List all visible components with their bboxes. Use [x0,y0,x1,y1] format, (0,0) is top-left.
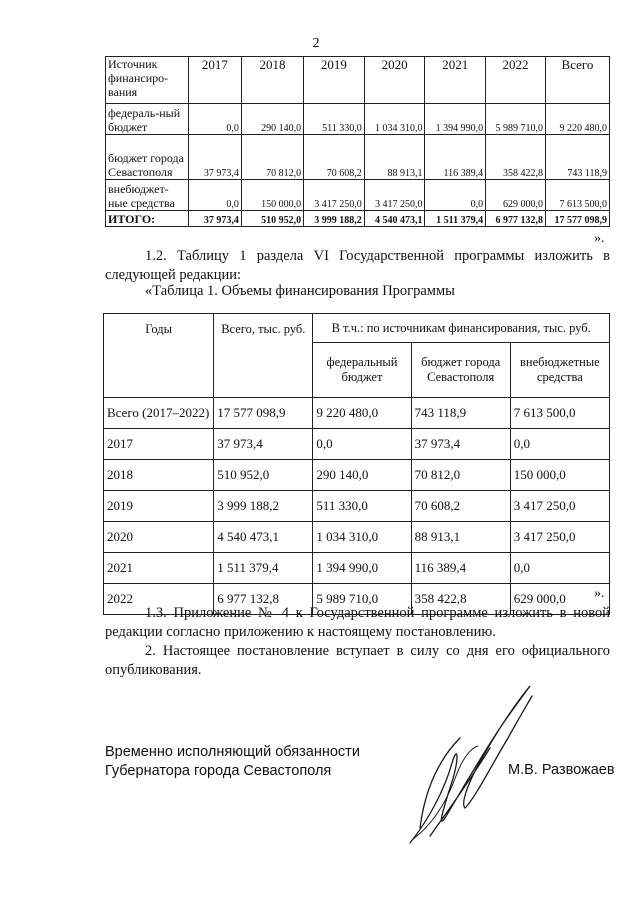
header-total: Всего, тыс. руб. [214,314,313,398]
table-cell: 0,0 [313,429,411,460]
table-cell: 510 952,0 [214,460,313,491]
table-cell: 629 000,0 [510,584,609,615]
table-cell: 5 989 710,0 [486,104,546,135]
table-cell: 37 973,4 [411,429,510,460]
table-cell: 70 812,0 [411,460,510,491]
table-cell: 290 140,0 [313,460,411,491]
table-cell: 1 511 379,4 [425,211,486,227]
table-cell: 1 034 310,0 [364,104,425,135]
table-cell: 511 330,0 [304,104,365,135]
header-cell: Всего [545,57,609,104]
paragraph-1-3: 1.3. Приложение № 4 к Государственной программе изложить в новой редакции согласно приложению к настоящему постановлению. [105,605,610,640]
table-header-row [104,314,610,343]
header-years: Годы [104,314,214,398]
table-cell: 358 422,8 [411,584,510,615]
table-header-row [106,57,610,104]
table-cell: 116 389,4 [411,553,510,584]
table-cell: 3 417 250,0 [510,491,609,522]
header-cell: 2018 [241,57,303,104]
row-label: ИТОГО: [106,211,189,227]
table-title: «Таблица 1. Объемы финансирования Программы [145,283,455,299]
table-cell: 743 118,9 [545,135,609,180]
signatory-name: М.В. Развожаев [508,762,615,778]
closing-quote: ». [594,586,605,601]
total-row [106,211,610,227]
row-label: внебюджет-ные средства [106,180,189,211]
table-cell: 1 034 310,0 [313,522,411,553]
header-group: В т.ч.: по источникам финансирования, тыс. руб. [313,314,610,343]
table-cell: 9 220 480,0 [313,398,411,429]
table-cell: 2019 [104,491,214,522]
table-cell: 4 540 473,1 [364,211,425,227]
header-cell: 2017 [188,57,241,104]
table-cell: 1 394 990,0 [425,104,486,135]
table-cell: 3 417 250,0 [364,180,425,211]
table-row [106,135,610,180]
table-cell: 6 977 132,8 [486,211,546,227]
table-cell: 150 000,0 [510,460,609,491]
table-row [104,491,610,522]
table-cell: 0,0 [510,429,609,460]
table-cell: 88 913,1 [411,522,510,553]
table-cell: 2021 [104,553,214,584]
table-cell: 510 952,0 [241,211,303,227]
table-cell: 17 577 098,9 [545,211,609,227]
table-cell: 3 417 250,0 [304,180,365,211]
table-row [104,522,610,553]
table-cell: 0,0 [510,553,609,584]
table-cell: 2020 [104,522,214,553]
table-cell: 511 330,0 [313,491,411,522]
table-cell: 37 973,4 [188,135,241,180]
page-number: 2 [312,36,320,51]
funding-sources-table [105,56,610,227]
signatory-title-line-2: Губернатора города Севастополя [105,763,332,779]
header-cell: 2022 [486,57,546,104]
program-funding-table [103,313,610,615]
table-cell: 2022 [104,584,214,615]
table-row [104,429,610,460]
table-row [106,104,610,135]
table-cell: 37 973,4 [188,211,241,227]
subheader-city: бюджет города Севастополя [411,343,510,398]
table-cell: Всего (2017–2022) [104,398,214,429]
table-cell: 3 999 188,2 [304,211,365,227]
table-row [104,460,610,491]
header-cell: 2020 [364,57,425,104]
paragraph-2: 2. Настоящее постановление вступает в силу со дня его официального опубликования. [105,643,610,678]
table-cell: 70 812,0 [241,135,303,180]
header-cell: 2021 [425,57,486,104]
header-cell: Источник финансиро-вания [106,57,189,104]
table-cell: 7 613 500,0 [510,398,609,429]
table-row [106,180,610,211]
closing-quote: ». [594,231,605,246]
table-cell: 17 577 098,9 [214,398,313,429]
table-cell: 150 000,0 [241,180,303,211]
table-cell: 0,0 [188,180,241,211]
row-label: бюджет города Севастополя [106,135,189,180]
table-cell: 3 999 188,2 [214,491,313,522]
table-cell: 0,0 [188,104,241,135]
subheader-federal: федеральный бюджет [313,343,411,398]
table-cell: 88 913,1 [364,135,425,180]
table-cell: 4 540 473,1 [214,522,313,553]
table-cell: 70 608,2 [304,135,365,180]
table-cell: 629 000,0 [486,180,546,211]
table-cell: 743 118,9 [411,398,510,429]
row-label: федераль-ный бюджет [106,104,189,135]
table-cell: 70 608,2 [411,491,510,522]
header-cell: 2019 [304,57,365,104]
table-cell: 358 422,8 [486,135,546,180]
subheader-offbudget: внебюджетные средства [510,343,609,398]
table-cell: 0,0 [425,180,486,211]
table-cell: 37 973,4 [214,429,313,460]
table-row [104,398,610,429]
table-cell: 6 977 132,8 [214,584,313,615]
signatory-title-line-1: Временно исполняющий обязанности [105,744,360,760]
signatory-title [105,743,360,781]
table-cell: 2017 [104,429,214,460]
table-cell: 5 989 710,0 [313,584,411,615]
table-cell: 2018 [104,460,214,491]
table-cell: 116 389,4 [425,135,486,180]
table-cell: 3 417 250,0 [510,522,609,553]
table-cell: 7 613 500,0 [545,180,609,211]
table-cell: 290 140,0 [241,104,303,135]
paragraph-1-2: 1.2. Таблицу 1 раздела VI Государственной программы изложить в следующей редакции: [105,248,610,283]
table-row [104,553,610,584]
table-cell: 9 220 480,0 [545,104,609,135]
table-cell: 1 511 379,4 [214,553,313,584]
table-cell: 1 394 990,0 [313,553,411,584]
